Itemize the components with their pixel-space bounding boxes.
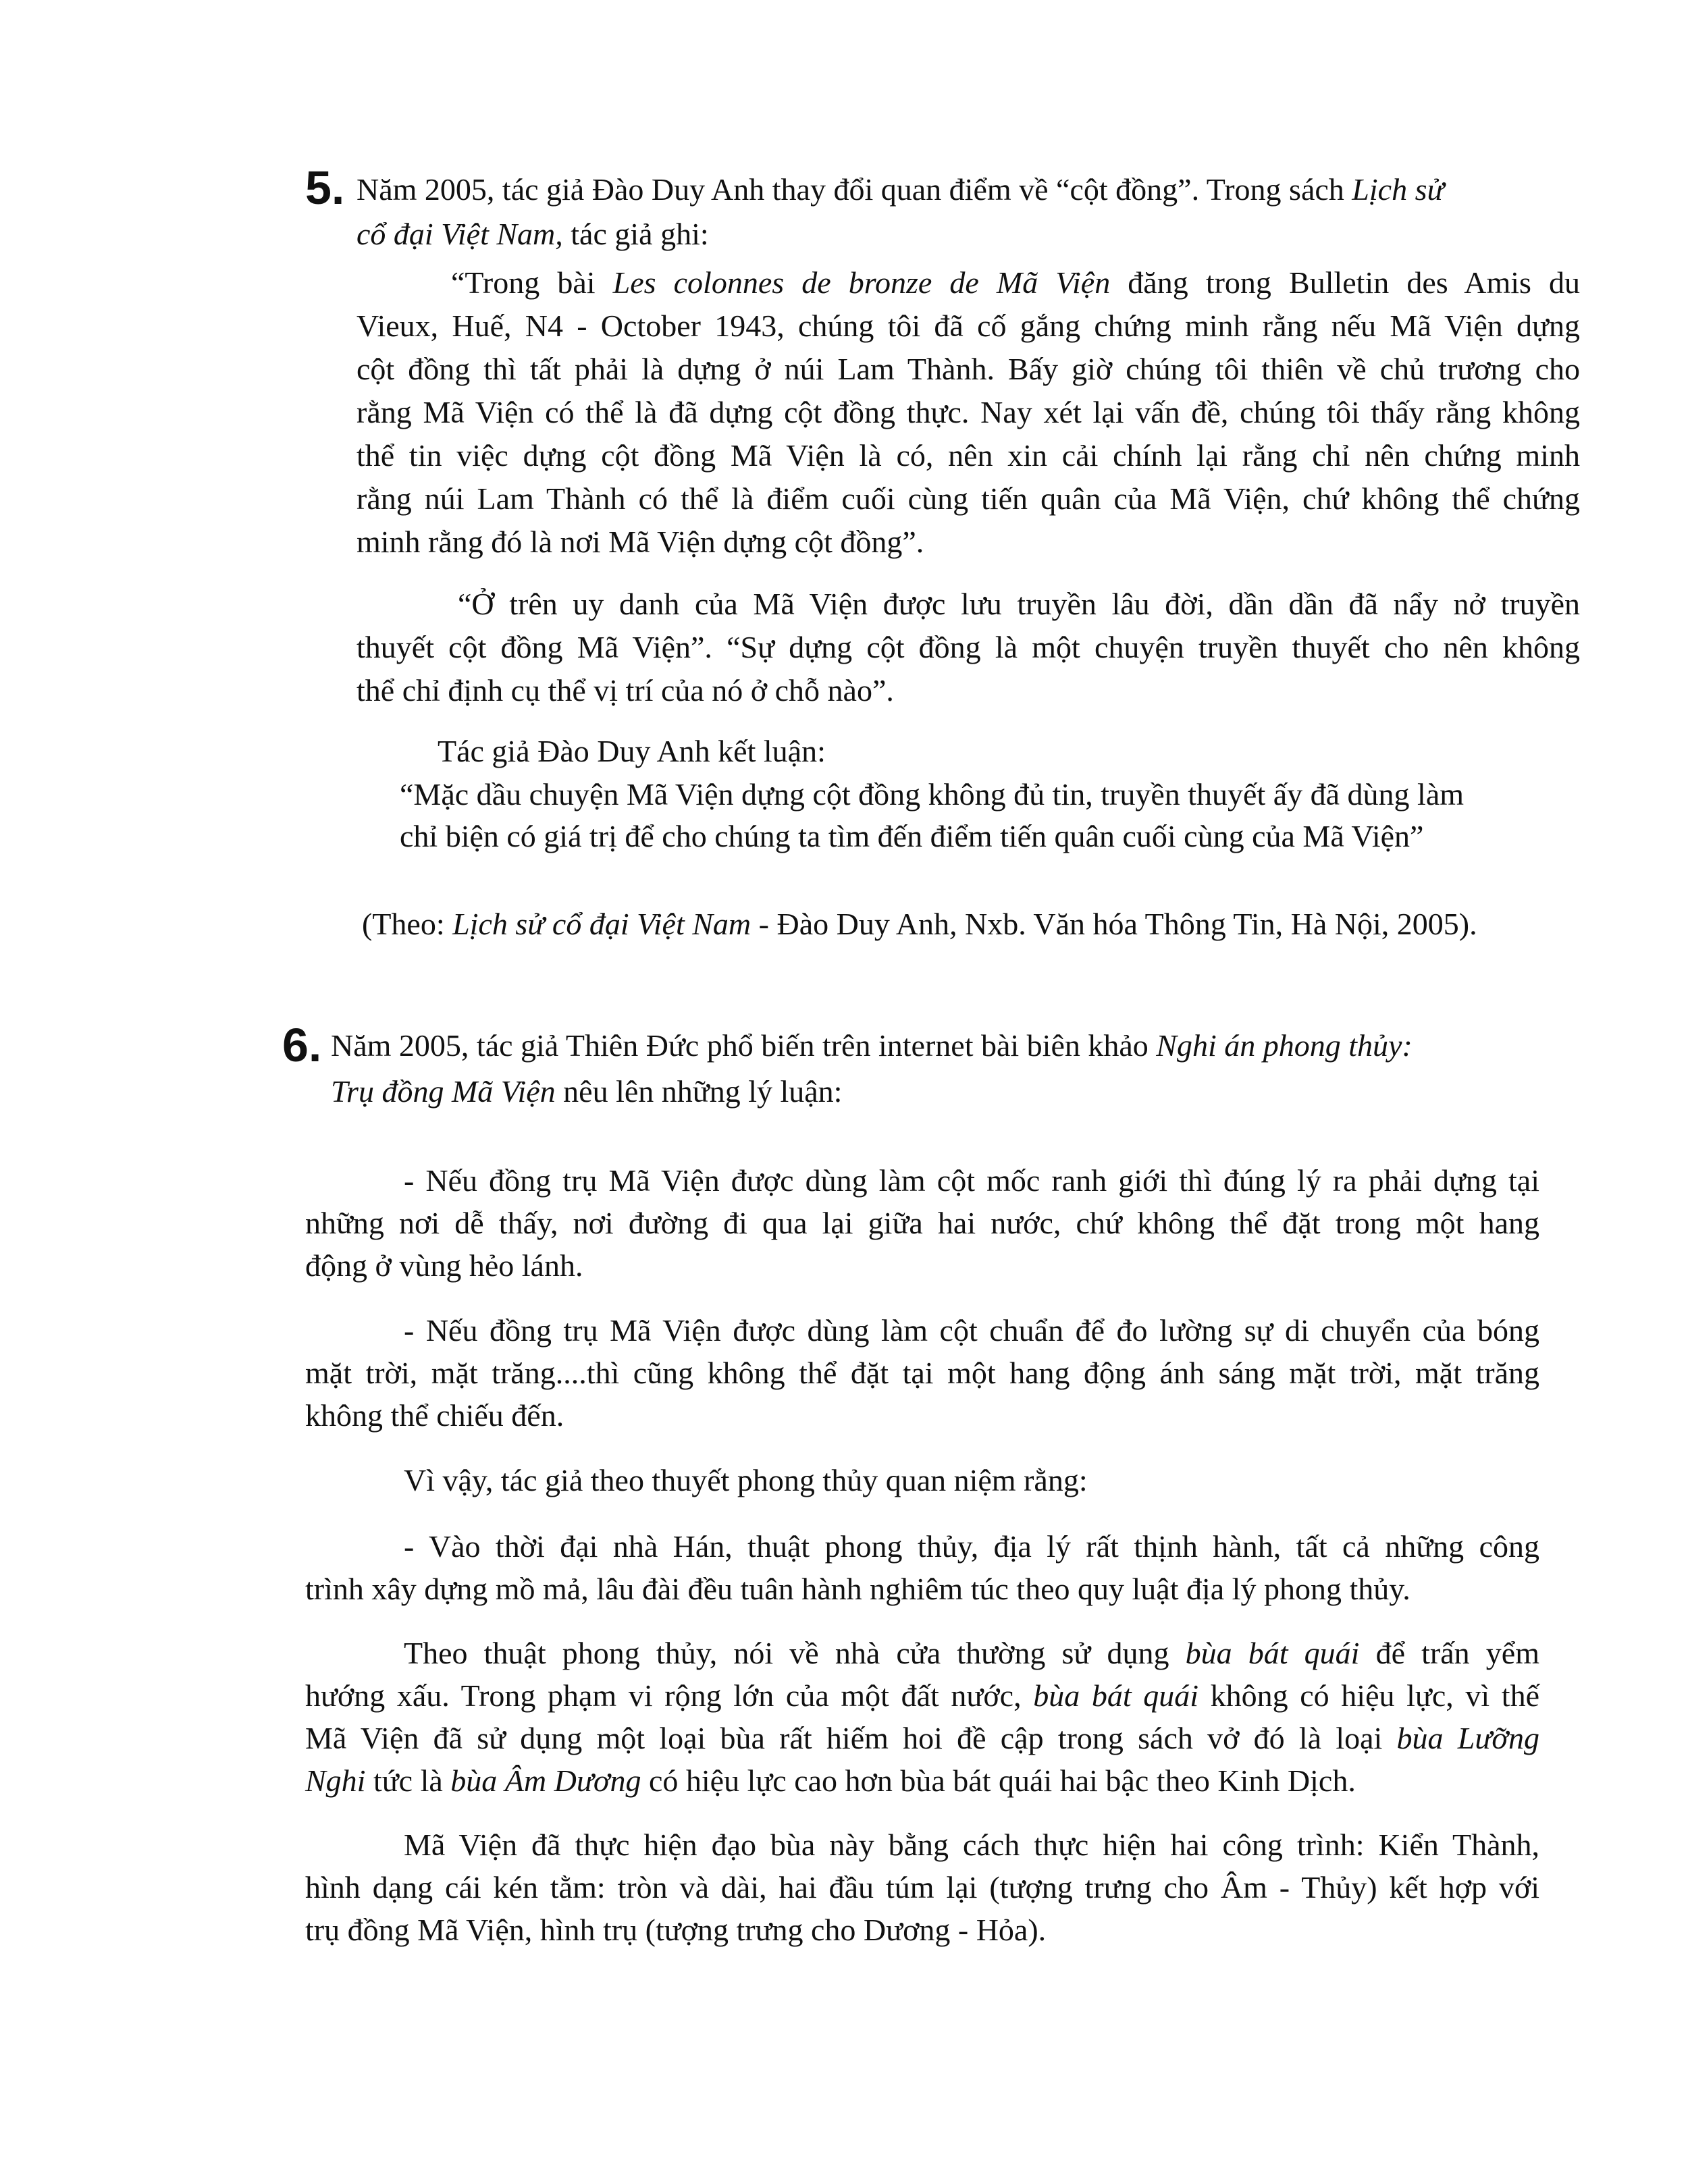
p5-line-2 [305,1676,1539,1715]
p5-line-3 [305,1719,1539,1758]
conclusion-quote-line-1: “Mặc dầu chuyện Mã Viện dựng cột đồng không đủ tin, truyền thuyết ấy đã dùng làm [400,777,1465,811]
p4-line-2: trình xây dựng mồ mả, lâu đài đều tuân hành nghiêm túc theo quy luật địa lý phong thủy. [305,1572,1410,1606]
article-title: Trụ đồng Mã Viện [331,1074,556,1109]
quote1-line-2: Vieux, Huế, N4 - October 1943, chúng tôi đã cố gắng chứng minh rằng nếu Mã Viện dựng [357,309,1580,343]
section-6-intro-line-1 [331,1026,1413,1065]
p6-line-3: trụ đồng Mã Viện, hình trụ (tượng trưng cho Dương - Hỏa). [305,1913,1047,1947]
quote1-line-6: rằng núi Lam Thành có thể là điểm cuối cùng tiến quân của Mã Viện, chứ không thể chứng [357,481,1580,516]
p4-line-1: - Vào thời đại nhà Hán, thuật phong thủy, địa lý rất thịnh hành, tất cả những công [404,1529,1539,1564]
p3-line-1: Vì vậy, tác giả theo thuyết phong thủy quan niệm rằng: [404,1463,1088,1497]
text-run: “Trong bài [451,265,613,300]
term: bùa bát quái [1033,1678,1199,1713]
text-run: Nxb. Văn hóa Thông Tin, Hà Nội, 2005). [957,907,1477,941]
text-run: Mã Viện đã sử dụng một loại bùa rất hiếm hoi đề cập trong sách vở đó là loại [305,1721,1397,1755]
text-run: Theo thuật phong thủy, nói về nhà cửa thường sử dụng [404,1636,1186,1670]
text-run: không có hiệu lực, vì thế [1198,1678,1539,1713]
article-title: Nghi án phong thủy: [1156,1028,1413,1063]
section-6-intro-line-2 [331,1072,842,1111]
conclusion-quote-line-2: chỉ biện có giá trị để cho chúng ta tìm đến điểm tiến quân cuối cùng của Mã Viện” [400,819,1424,853]
quote2-line-1: “Ở trên uy danh của Mã Viện được lưu truyền lâu đời, dần dần đã nẩy nở truyền [458,587,1580,621]
text-run: Năm 2005, tác giả Thiên Đức phổ biến trên internet bài biên khảo [331,1028,1157,1063]
quote1-line-1 [451,263,1580,302]
text-run: nêu lên những lý luận: [555,1074,843,1109]
p6-line-2: hình dạng cái kén tằm: tròn và dài, hai đầu túm lại (tượng trưng cho Âm - Thủy) kết hợp với [305,1870,1539,1905]
p5-line-1 [404,1634,1539,1673]
text-run: đăng trong Bulletin des Amis du [1110,265,1581,300]
text-run: (Theo: [362,907,453,941]
p1-line-3: động ở vùng hẻo lánh. [305,1248,583,1283]
term: bùa Lưỡng [1396,1721,1539,1755]
text-run: , [949,907,957,941]
term: bùa Âm Dương [450,1763,641,1798]
section-6-number: 6. [282,1019,322,1071]
book-title: cổ đại Việt Nam, [357,217,563,251]
text-run: hướng xấu. Trong phạm vi rộng lớn của một đất nước, [305,1678,1034,1713]
p6-line-1: Mã Viện đã thực hiện đạo bùa này bằng cách thực hiện hai công trình: Kiển Thành, [404,1828,1539,1862]
book-title: Lịch sử cổ đại Việt Nam [452,907,751,941]
section-5-intro-line-2 [357,215,709,254]
term: bùa bát quái [1185,1636,1360,1670]
p2-line-1: - Nếu đồng trụ Mã Viện được dùng làm cột chuẩn để đo lường sự di chuyển của bóng [404,1313,1539,1348]
article-title: Les colonnes de bronze de Mã Viện [612,265,1111,300]
quote1-line-5: thể tin việc dựng cột đồng Mã Viện là có, nên xin cải chính lại rằng chỉ nên chứng minh [357,438,1580,473]
p2-line-3: không thể chiếu đến. [305,1398,564,1433]
quote2-line-2: thuyết cột đồng Mã Viện”. “Sự dựng cột đồng là một chuyện truyền thuyết cho nên không [357,630,1580,664]
p1-line-2: những nơi dễ thấy, nơi đường đi qua lại giữa hai nước, chứ không thể đặt trong một hang [305,1206,1539,1240]
text-run: để trấn yểm [1359,1636,1539,1670]
section-5-intro-line-1 [357,170,1444,209]
quote1-line-3: cột đồng thì tất phải là dựng ở núi Lam Thành. Bấy giờ chúng tôi thiên về chủ trương cho [357,352,1580,386]
text-run: - Đào Duy Anh [751,907,950,941]
text-run: tác giả ghi: [562,217,709,251]
section-5-number: 5. [305,161,345,214]
citation [362,905,1477,944]
p1-line-1: - Nếu đồng trụ Mã Viện được dùng làm cột mốc ranh giới thì đúng lý ra phải dựng tại [404,1163,1539,1198]
quote1-line-7: minh rằng đó là nơi Mã Viện dựng cột đồng”. [357,525,924,559]
text-run: có hiệu lực cao hơn bùa bát quái hai bậc theo Kinh Dịch. [641,1763,1356,1798]
p5-line-4 [305,1761,1356,1801]
text-run: tức là [365,1763,451,1798]
quote1-line-4: rằng Mã Viện có thể là đã dựng cột đồng thực. Nay xét lại vấn đề, chúng tôi thấy rằng không [357,395,1580,429]
conclusion-heading: Tác giả Đào Duy Anh kết luận: [438,734,826,768]
text-run: Năm 2005, tác giả Đào Duy Anh thay đổi quan điểm về “cột đồng”. Trong sách [357,172,1352,207]
term: Nghi [305,1763,366,1798]
book-title: Lịch sử [1352,172,1444,207]
p2-line-2: mặt trời, mặt trăng....thì cũng không thể đặt tại một hang động ánh sáng mặt trời, mặt trăng [305,1356,1539,1390]
quote2-line-3: thể chỉ định cụ thể vị trí của nó ở chỗ nào”. [357,673,894,708]
